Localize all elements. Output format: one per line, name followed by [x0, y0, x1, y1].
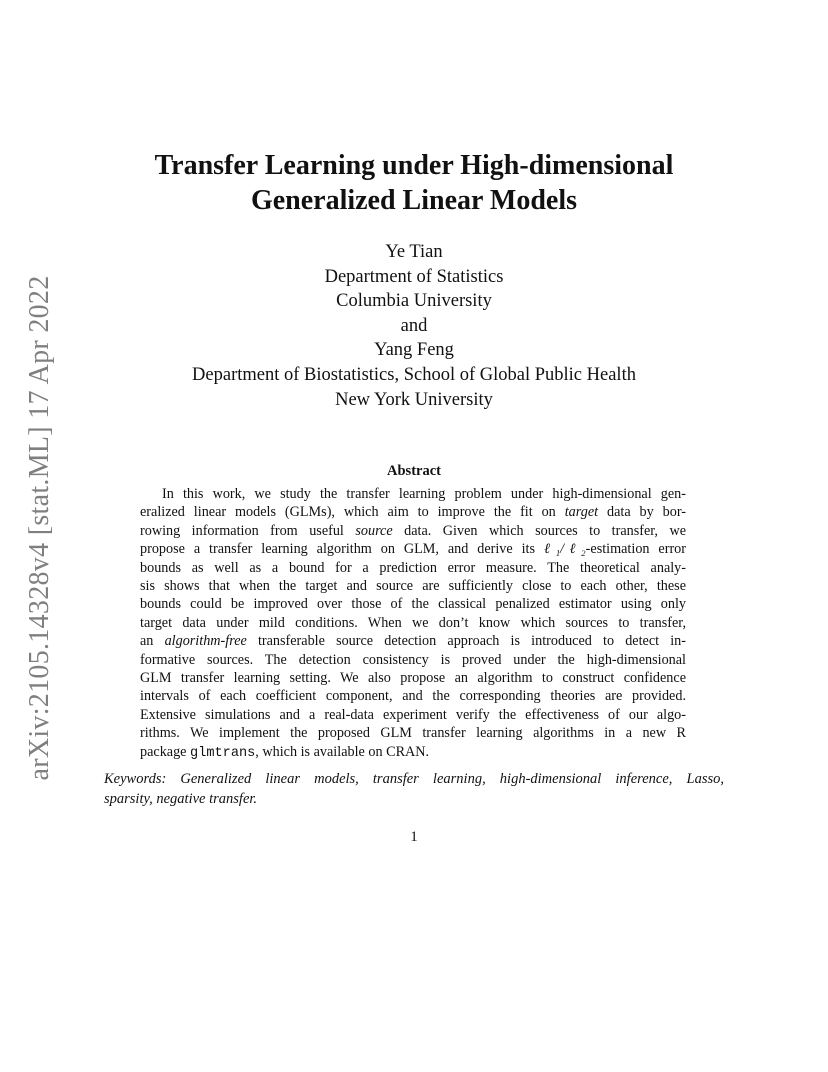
abstract-line: package glmtrans, which is available on CRAN. — [140, 743, 430, 761]
emphasis: source — [355, 522, 393, 539]
author-name: Ye Tian — [385, 242, 443, 262]
author-block — [100, 240, 728, 412]
author-name: Yang Feng — [374, 340, 454, 361]
emphasis: target — [564, 504, 599, 521]
arxiv-identifier — [18, 275, 62, 781]
title-line: Transfer Learning under High-dimensional — [154, 150, 674, 181]
author-affiliation-department: Department of Statistics — [324, 266, 504, 287]
abstract-heading: Abstract — [387, 463, 441, 479]
author-affiliation-university: Columbia University — [336, 291, 492, 312]
math-norm: ℓ₁/ℓ₂ — [543, 541, 586, 558]
abstract-line: rowing information from useful source data. Given which sources to transfer, we — [140, 522, 686, 539]
abstract-line: intervals of each coefficient component, and the corresponding theories are provided. — [140, 688, 686, 705]
arxiv-identifier-text: arXiv:2105.14328v4 [stat.ML] 17 Apr 2022 — [24, 275, 55, 781]
abstract-line: sis shows that when the target and source are sufficiently close to each other, these — [140, 578, 686, 595]
author-separator: and — [400, 315, 428, 336]
abstract-line: target data under mild conditions. When we don’t know which sources to transfer, — [140, 614, 686, 631]
emphasis: algorithm-free — [164, 633, 247, 650]
abstract-line: bounds could be improved over those of the classical penalized estimator using only — [140, 596, 686, 613]
abstract-line: GLM transfer learning setting. We also propose an algorithm to construct confidence — [140, 670, 686, 687]
abstract-line: an algorithm-free transferable source detection approach is introduced to detect in- — [140, 633, 686, 650]
abstract-line: Extensive simulations and a real-data experiment verify the effectiveness of our algo- — [140, 706, 686, 723]
abstract-line: propose a transfer learning algorithm on GLM, and derive its ℓ₁/ℓ₂-estimation error — [140, 541, 686, 558]
keywords — [104, 769, 724, 809]
package-name: glmtrans — [190, 745, 256, 761]
abstract-line: rithms. We implement the proposed GLM transfer learning algorithms in a new R — [140, 725, 686, 742]
abstract-line: In this work, we study the transfer learning problem under high-dimensional gen- — [162, 486, 686, 502]
author-affiliation-university: New York University — [335, 389, 493, 410]
keywords-line: Keywords: Generalized linear models, transfer learning, high-dimensional inference, Lasso, — [104, 771, 724, 787]
keywords-line: sparsity, negative transfer. — [104, 791, 258, 807]
abstract-line: formative sources. The detection consistency is proved under the high-dimensional — [140, 651, 686, 668]
title-line: Generalized Linear Models — [250, 185, 578, 216]
abstract-line: bounds as well as a bound for a prediction error measure. The theoretical analy- — [140, 559, 686, 576]
abstract-line: eralized linear models (GLMs), which aim to improve the fit on target data by bor- — [140, 504, 686, 521]
abstract-body — [140, 485, 686, 763]
page-number: 1 — [410, 829, 418, 845]
paper-title — [100, 148, 728, 218]
author-affiliation-department: Department of Biostatistics, School of Global Public Health — [192, 364, 636, 385]
